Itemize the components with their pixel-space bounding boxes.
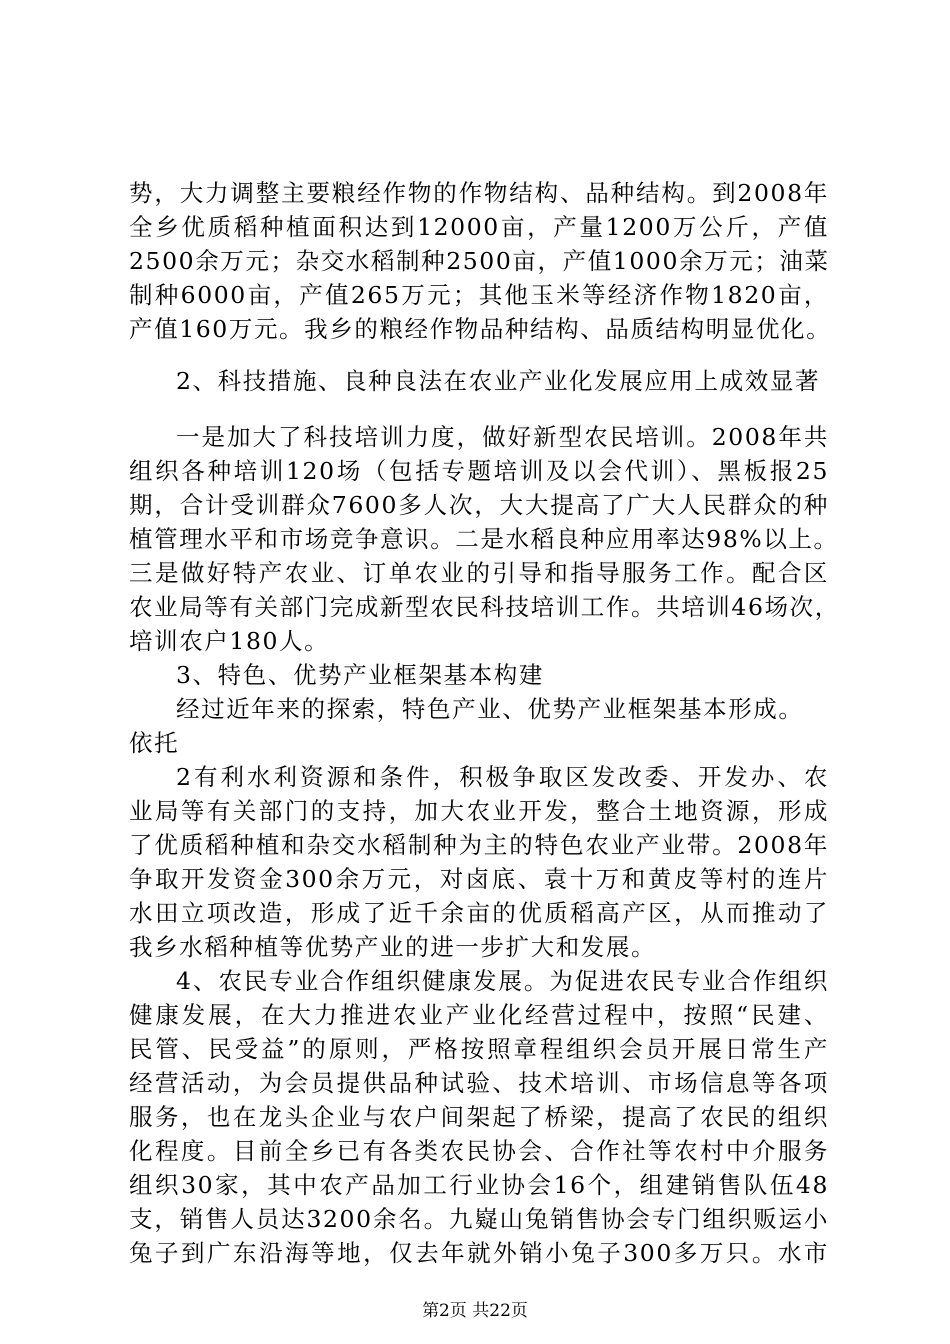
text-line: 4、农民专业合作组织健康发展。为促进农民专业合作组织 <box>176 967 829 995</box>
text-line: 培训农户180人。 <box>129 627 330 655</box>
text-line: 组织30家，其中农产品加工行业协会16个，组建销售队伍48 <box>129 1171 829 1199</box>
text-line: 期，合计受训群众7600多人次，大大提高了广大人民群众的种 <box>129 491 829 519</box>
text-line: 健康发展，在大力推进农业产业化经营过程中，按照“民建、 <box>129 1001 829 1029</box>
text-line: 2有利水利资源和条件，积极争取区发改委、开发办、农 <box>176 763 829 791</box>
text-line: 2500余万元；杂交水稻制种2500亩，产值1000余万元；油菜 <box>129 247 830 275</box>
text-line: 植管理水平和市场竞争意识。二是水稻良种应用率达98%以上。 <box>129 525 839 553</box>
text-line: 依托 <box>129 729 180 757</box>
text-line: 全乡优质稻种植面积达到12000亩，产量1200万公斤，产值 <box>129 213 829 241</box>
section-heading: 2、科技措施、良种良法在农业产业化发展应用上成效显著 <box>176 367 821 395</box>
text-line: 制种6000亩，产值265万元；其他玉米等经济作物1820亩， <box>129 281 829 309</box>
text-line: 了优质稻种植和杂交水稻制种为主的特色农业产业带。2008年 <box>129 831 829 859</box>
text-line: 经过近年来的探索，特色产业、优势产业框架基本形成。 <box>176 695 804 723</box>
text-line: 民管、民受益”的原则，严格按照章程组织会员开展日常生产 <box>129 1035 829 1063</box>
page-footer: 第2页 共22页 <box>422 1301 528 1321</box>
text-line: 我乡水稻种植等优势产业的进一步扩大和发展。 <box>129 933 657 961</box>
section-heading: 3、特色、优势产业框架基本构建 <box>176 661 544 689</box>
text-line: 组织各种培训120场（包括专题培训及以会代训）、黑板报25 <box>129 457 829 485</box>
text-line: 一是加大了科技培训力度，做好新型农民培训。2008年共 <box>176 423 829 451</box>
text-line: 服务，也在龙头企业与农户间架起了桥梁，提高了农民的组织 <box>129 1103 829 1131</box>
text-line: 化程度。目前全乡已有各类农民协会、合作社等农村中介服务 <box>129 1137 829 1165</box>
text-line: 经营活动，为会员提供品种试验、技术培训、市场信息等各项 <box>129 1069 829 1097</box>
text-line: 争取开发资金300余万元，对卤底、袁十万和黄皮等村的连片 <box>129 865 829 893</box>
text-line: 农业局等有关部门完成新型农民科技培训工作。共培训46场次， <box>129 593 840 621</box>
text-line: 三是做好特产农业、订单农业的引导和指导服务工作。配合区 <box>129 559 829 587</box>
text-line: 水田立项改造，形成了近千余亩的优质稻高产区，从而推动了 <box>129 899 829 927</box>
text-line: 兔子到广东沿海等地，仅去年就外销小兔子300多万只。水市 <box>129 1239 829 1267</box>
text-line: 业局等有关部门的支持，加大农业开发，整合土地资源，形成 <box>129 797 829 825</box>
text-line: 产值160万元。我乡的粮经作物品种结构、品质结构明显优化。 <box>129 315 832 343</box>
text-line: 支，销售人员达3200余名。九嶷山兔销售协会专门组织贩运小 <box>129 1205 829 1233</box>
text-line: 势，大力调整主要粮经作物的作物结构、品种结构。到2008年 <box>129 179 829 207</box>
